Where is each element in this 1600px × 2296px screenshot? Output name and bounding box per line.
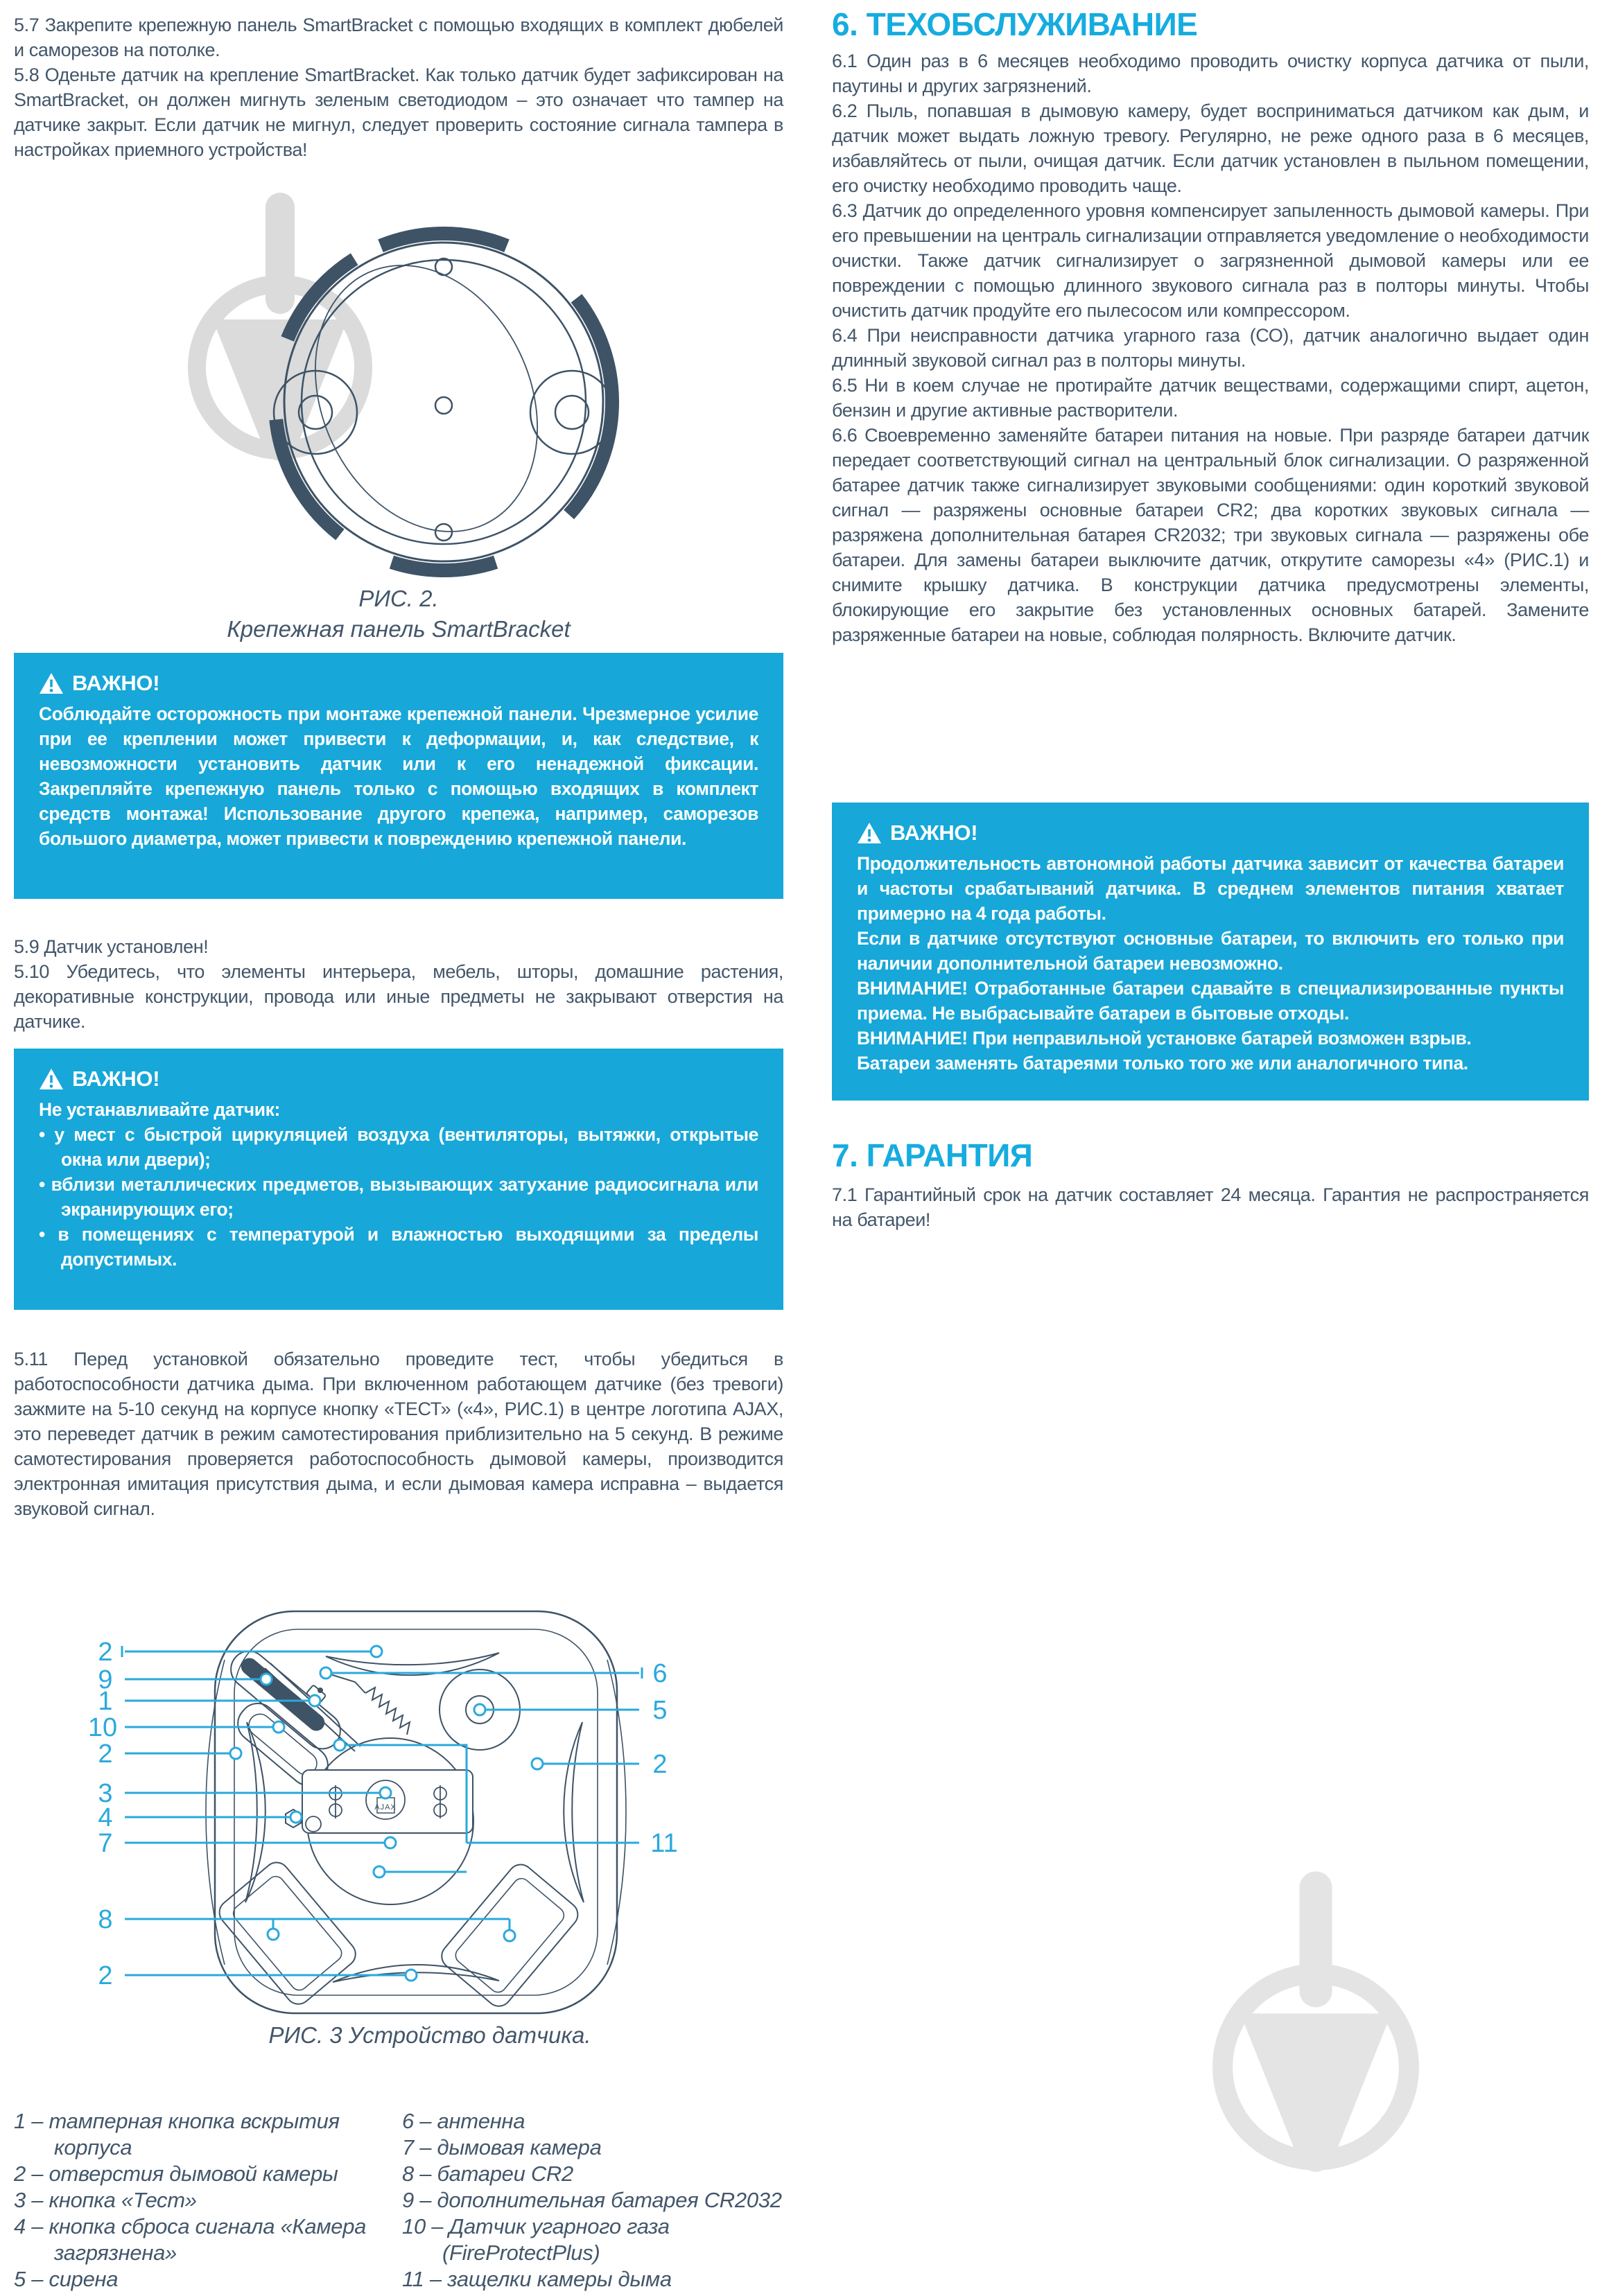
- list-item: 9 – дополнительная батарея CR2032: [402, 2188, 782, 2212]
- fig3-plate-logo: AJAX: [374, 1803, 397, 1812]
- fig2-caption-line2: Крепежная панель SmartBracket: [227, 616, 571, 642]
- fig3-callout: 2: [98, 1961, 113, 1990]
- important2-title-row: [39, 1067, 758, 1092]
- list-item: (FireProtectPlus): [442, 2241, 600, 2265]
- para-6-5: 6.5 Ни в коем случае не протирайте датчик веществами, содержащими спирт, ацетон, бензин и другие активные растворители.: [832, 375, 1589, 421]
- para-5-8: 5.8 Оденьте датчик на крепление SmartBracket. Как только датчик будет зафиксирован на SmartBracket, он должен мигнуть зеленым светодиодом – это означает что тампер на датчике закрыт. Если датчик не мигнул, следует проверить состояние сигнала тампера в настройках приемного устройства!: [14, 64, 783, 160]
- fig3-legend-left: [14, 2108, 392, 2293]
- fig3-legend-right: [402, 2108, 797, 2293]
- important-box-1: [14, 653, 783, 899]
- important2-title: ВАЖНО!: [72, 1067, 160, 1091]
- para-6-2: 6.2 Пыль, попавшая в дымовую камеру, будет восприниматься датчиком как дым, и датчик может выдать ложную тревогу. Регулярно, не реже одного раза в 6 месяцев, избавляйтесь от пыли, очищая датчик. Если датчик установлен в пыльном помещении, его очистку необходимо проводить чаще.: [832, 100, 1589, 196]
- important-box-2: [14, 1049, 783, 1310]
- important2-intro: Не устанавливайте датчик:: [39, 1099, 280, 1120]
- section-7-paragraphs: [832, 1182, 1589, 1232]
- para-6-1: 6.1 Один раз в 6 месяцев необходимо проводить очистку корпуса датчика от пыли, паутины и других загрязнений.: [832, 51, 1589, 96]
- fig3-callout: 11: [650, 1829, 678, 1858]
- list-item: • у мест с быстрой циркуляцией воздуха (вентиляторы, вытяжки, открытые окна или двери);: [39, 1122, 758, 1172]
- list-item: корпуса: [54, 2135, 132, 2159]
- list-item: 11 – защелки камеры дыма: [402, 2267, 672, 2291]
- fig3-callout: 2: [652, 1750, 668, 1779]
- para-5-10: 5.10 Убедитесь, что элементы интерьера, мебель, шторы, домашние растения, декоративные конструкции, провода или иные предметы не закрывают отверстия на датчике.: [14, 961, 783, 1032]
- important3-title: ВАЖНО!: [890, 821, 978, 845]
- fig2-caption: [14, 584, 783, 645]
- fig3-callout: 10: [87, 1713, 118, 1742]
- important3-p3: ВНИМАНИЕ! Отработанные батареи сдавайте в специализированные пункты приема. Не выбрасывайте батареи в бытовые отходы.: [857, 978, 1564, 1024]
- para-6-4: 6.4 При неисправности датчика угарного газа (СО), датчик аналогично выдает один длинный звуковой сигнал раз в полторы минуты.: [832, 325, 1589, 371]
- fig3-callout: 8: [98, 1905, 113, 1934]
- list-item: 6 – антенна: [402, 2109, 525, 2133]
- fig3-callout: 9: [98, 1665, 113, 1694]
- para-6-6: 6.6 Своевременно заменяйте батареи питания на новые. При разряде батареи датчик передает соответствующий сигнал на центральный блок сигнализации. О разряженной батарее датчик также сигнализирует звуковыми сообщениями: один короткий звуковой сигнал — разряжены основные батареи CR2; два коротких звуковых сигнала — разряжена дополнительная батарея CR2032; три звуковых сигнала — разряжены обе батареи. Для замены батареи выключите датчик, открутите саморезы «4» (РИС.1) и снимите крышку датчика. В конструкции датчика предусмотрены элементы, блокирующие его закрытие без установленных основных батарей. Замените разряженные батареи на новые, соблюдая полярность. Включите датчик.: [832, 425, 1589, 645]
- list-item: 7 – дымовая камера: [402, 2135, 602, 2159]
- fig3-callout: 5: [652, 1696, 668, 1725]
- figure-2: [14, 152, 783, 651]
- list-item: 2 – отверстия дымовой камеры: [14, 2162, 338, 2186]
- warning-icon: [39, 1068, 64, 1090]
- trowel-watermark-icon: [1199, 1857, 1432, 2191]
- important3-p5: Батареи заменять батареями только того же или аналогичного типа.: [857, 1053, 1468, 1073]
- list-item: • в помещениях с температурой и влажностью выходящими за пределы допустимых.: [39, 1222, 758, 1272]
- fig3-device-diagram: [28, 1604, 804, 2020]
- para-7-1: 7.1 Гарантийный срок на датчик составляет 24 месяца. Гарантия не распространяется на батареи!: [832, 1184, 1589, 1230]
- important3-p4: ВНИМАНИЕ! При неправильной установке батарей возможен взрыв.: [857, 1028, 1472, 1049]
- fig2-caption-line1: РИС. 2.: [358, 586, 439, 611]
- section-5-9-5-10: [14, 934, 783, 1034]
- fig3-caption: РИС. 3 Устройство датчика.: [268, 2022, 591, 2048]
- warning-icon: [39, 672, 64, 694]
- list-item: 4 – кнопка сброса сигнала «Камера: [14, 2214, 367, 2238]
- fig3-callout: 1: [98, 1687, 113, 1716]
- list-item: загрязнена»: [54, 2241, 177, 2265]
- fig3-callout: 2: [98, 1638, 113, 1667]
- fig3-callout: 6: [652, 1659, 668, 1688]
- fig2-bracket-diagram: [250, 208, 638, 596]
- para-5-9: 5.9 Датчик установлен!: [14, 936, 209, 957]
- fig3-callout: 2: [98, 1739, 113, 1769]
- important1-body: Соблюдайте осторожность при монтаже крепежной панели. Чрезмерное усилие при ее креплении может привести к деформации, и, как следствие, к невозможности установить датчик или к его ненадежной фиксации. Закрепляйте крепежную панель только с помощью входящих в комплект средств монтажа! Использование другого крепежа, например, саморезов большого диаметра, может привести к повреждению крепежной панели.: [39, 703, 758, 849]
- list-item: 3 – кнопка «Тест»: [14, 2188, 197, 2212]
- list-item: 5 – сирена: [14, 2267, 119, 2291]
- important3-p1: Продолжительность автономной работы датчика зависит от качества батареи и частоты срабатываний датчика. В среднем элементов питания хватает примерно на 4 года работы.: [857, 853, 1564, 924]
- section-5-install-paragraphs: [14, 12, 783, 162]
- important-box-3: [832, 803, 1589, 1101]
- list-item: 1 – тамперная кнопка вскрытия: [14, 2109, 340, 2133]
- warning-icon: [857, 822, 882, 844]
- fig3-callout: 7: [98, 1829, 113, 1858]
- important1-title-row: [39, 671, 758, 696]
- section-7-heading: 7. ГАРАНТИЯ: [832, 1137, 1033, 1173]
- fig3-callout: 4: [98, 1803, 113, 1832]
- section-6-paragraphs: [832, 49, 1589, 647]
- section-6-heading: 6. ТЕХОБСЛУЖИВАНИЕ: [832, 6, 1198, 42]
- important1-title: ВАЖНО!: [72, 671, 160, 695]
- important2-bullets: [39, 1122, 758, 1272]
- section-5-11: [14, 1347, 783, 1521]
- important3-title-row: [857, 821, 1564, 845]
- para-5-11: 5.11 Перед установкой обязательно проведите тест, чтобы убедиться в работоспособности датчика дыма. При включенном работающем датчике (без тревоги) зажмите на 5-10 секунд на корпусе кнопку «ТЕСТ» («4», РИС.1) в центре логотипа AJAX, это переведет датчик в режим самотестирования приблизительно на 5 секунд. В режиме самотестирования проверяется работоспособность дымовой камеры, производится электронная имитация присутствия дыма, и если дымовая камера исправна – выдается звуковой сигнал.: [14, 1349, 783, 1519]
- list-item: • вблизи металлических предметов, вызывающих затухание радиосигнала или экранирующих его;: [39, 1172, 758, 1222]
- list-item: 8 – батареи CR2: [402, 2162, 573, 2186]
- para-5-7: 5.7 Закрепите крепежную панель SmartBracket с помощью входящих в комплект дюбелей и саморезов на потолке.: [14, 15, 783, 60]
- fig3-callout: 3: [98, 1779, 113, 1808]
- para-6-3: 6.3 Датчик до определенного уровня компенсирует запыленность дымовой камеры. При его превышении на централь сигнализации отправляется уведомление о необходимости очистки. Также датчик сигнализирует о загрязненной дымовой камеры или ее повреждении с помощью длинного звукового сигнала раз в полторы минуты. Чтобы очистить датчик продуйте его пылесосом или компрессором.: [832, 200, 1589, 321]
- list-item: 10 – Датчик угарного газа: [402, 2214, 670, 2238]
- important3-p2: Если в датчике отсутствуют основные батареи, то включить его только при наличии дополнительной батареи невозможно.: [857, 928, 1564, 974]
